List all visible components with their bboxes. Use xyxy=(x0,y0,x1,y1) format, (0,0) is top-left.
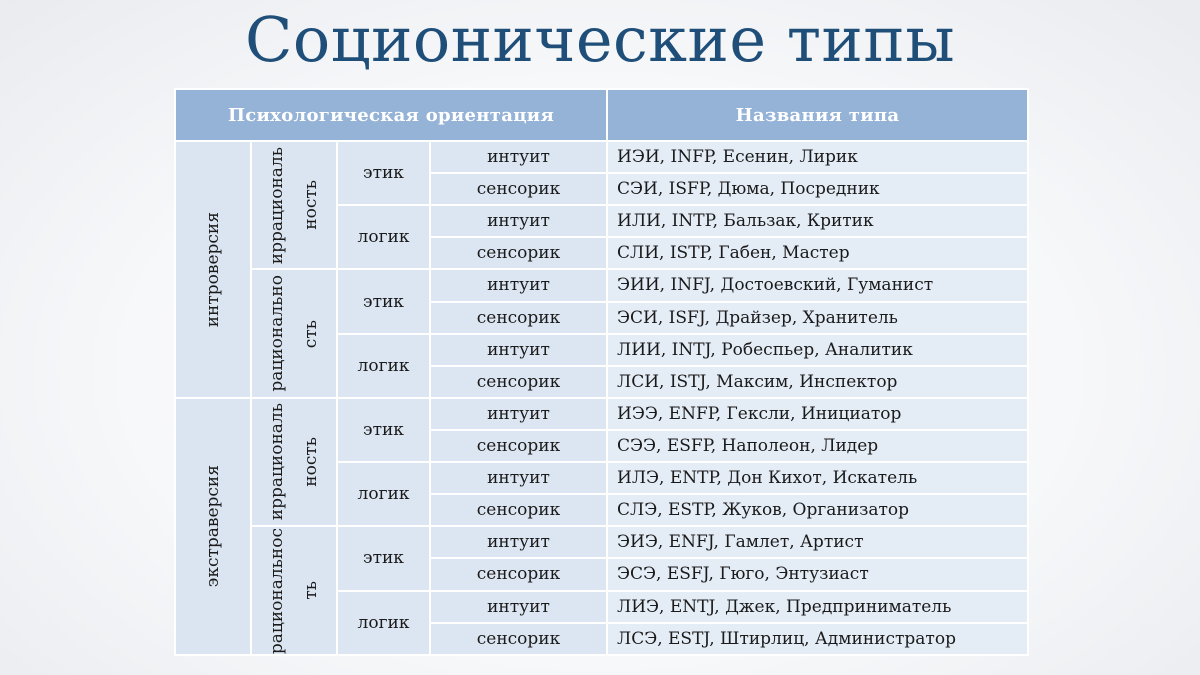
judgment-cell: логик xyxy=(337,591,430,655)
type-name-cell: ИЛИ, INTP, Бальзак, Критик xyxy=(607,205,1028,237)
perception-cell: интуит xyxy=(430,398,607,430)
type-name-cell: СЭЭ, ESFP, Наполеон, Лидер xyxy=(607,430,1028,462)
header-psychological-orientation: Психологическая ориентация xyxy=(175,89,607,141)
socionics-types-table xyxy=(174,88,1029,656)
header-type-names: Названия типа xyxy=(607,89,1028,141)
type-name-cell: ЛИЭ, ENTJ, Джек, Предприниматель xyxy=(607,591,1028,623)
orientation-cell xyxy=(175,141,251,398)
type-name-cell: СЭИ, ISFP, Дюма, Посредник xyxy=(607,173,1028,205)
type-name-cell: ИЭИ, INFP, Есенин, Лирик xyxy=(607,141,1028,173)
rationality-label-part: иррациональ xyxy=(267,146,287,264)
rationality-label xyxy=(252,147,336,264)
perception-cell: интуит xyxy=(430,269,607,301)
orientation-label: интроверсия xyxy=(203,211,223,328)
perception-cell: интуит xyxy=(430,205,607,237)
rationality-label-part: иррациональ xyxy=(267,403,287,521)
orientation-cell xyxy=(175,398,251,655)
perception-cell: сенсорик xyxy=(430,366,607,398)
type-name-cell: ЛСЭ, ESTJ, Штирлиц, Администратор xyxy=(607,623,1028,655)
perception-cell: интуит xyxy=(430,526,607,558)
table-row xyxy=(175,269,1028,301)
judgment-cell: этик xyxy=(337,398,430,462)
perception-cell: сенсорик xyxy=(430,302,607,334)
rationality-cell xyxy=(251,141,337,269)
rationality-label xyxy=(252,403,336,520)
type-name-cell: СЛИ, ISTP, Габен, Мастер xyxy=(607,237,1028,269)
perception-cell: сенсорик xyxy=(430,173,607,205)
rationality-label-part: ть xyxy=(301,581,321,600)
table-row xyxy=(175,398,1028,430)
judgment-cell: этик xyxy=(337,141,430,205)
type-name-cell: ЭИИ, INFJ, Достоевский, Гуманист xyxy=(607,269,1028,301)
type-name-cell: ЭСЭ, ESFJ, Гюго, Энтузиаст xyxy=(607,558,1028,590)
rationality-label-part: сть xyxy=(301,319,321,348)
perception-cell: интуит xyxy=(430,591,607,623)
rationality-cell xyxy=(251,526,337,655)
type-name-cell: СЛЭ, ESTP, Жуков, Организатор xyxy=(607,494,1028,526)
judgment-cell: этик xyxy=(337,269,430,333)
type-name-cell: ЭИЭ, ENFJ, Гамлет, Артист xyxy=(607,526,1028,558)
page-title: Соционические типы xyxy=(244,3,956,76)
rationality-cell xyxy=(251,398,337,526)
table-row xyxy=(175,526,1028,558)
type-name-cell: ЭСИ, ISFJ, Драйзер, Хранитель xyxy=(607,302,1028,334)
rationality-label xyxy=(252,528,336,654)
perception-cell: интуит xyxy=(430,462,607,494)
rationality-label-part: рационально xyxy=(267,275,287,392)
perception-cell: сенсорик xyxy=(430,623,607,655)
rationality-label-part: ность xyxy=(301,180,321,231)
type-name-cell: ЛИИ, INTJ, Робеспьер, Аналитик xyxy=(607,334,1028,366)
perception-cell: сенсорик xyxy=(430,558,607,590)
perception-cell: сенсорик xyxy=(430,430,607,462)
type-name-cell: ИЛЭ, ENTP, Дон Кихот, Искатель xyxy=(607,462,1028,494)
judgment-cell: логик xyxy=(337,334,430,398)
judgment-cell: логик xyxy=(337,205,430,269)
table-row xyxy=(175,141,1028,173)
rationality-cell xyxy=(251,269,337,397)
perception-cell: интуит xyxy=(430,334,607,366)
perception-cell: сенсорик xyxy=(430,494,607,526)
type-name-cell: ИЭЭ, ENFP, Гексли, Инициатор xyxy=(607,398,1028,430)
perception-cell: сенсорик xyxy=(430,237,607,269)
rationality-label-part: рациональнос xyxy=(267,527,287,654)
rationality-label-part: ность xyxy=(301,437,321,487)
rationality-label xyxy=(252,275,336,392)
type-name-cell: ЛСИ, ISTJ, Максим, Инспектор xyxy=(607,366,1028,398)
perception-cell: интуит xyxy=(430,141,607,173)
judgment-cell: логик xyxy=(337,462,430,526)
orientation-label: экстраверсия xyxy=(203,465,223,588)
judgment-cell: этик xyxy=(337,526,430,590)
table-header-row xyxy=(175,89,1028,141)
